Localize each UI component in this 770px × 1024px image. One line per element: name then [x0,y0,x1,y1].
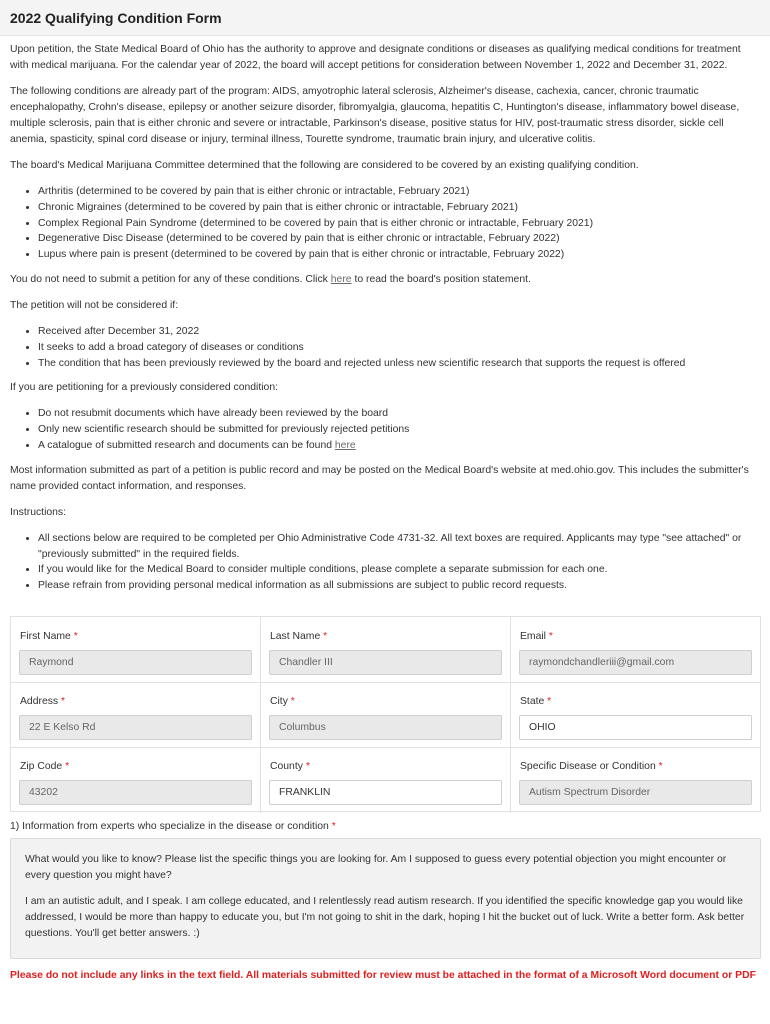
no-petition-text: You do not need to submit a petition for any of these conditions. Click [10,273,331,285]
answer-paragraph: I am an autistic adult, and I speak. I am college educated, and I relentlessly read autism research. If you identified the specific knowledge gap you would like addressed, I would be more than happy to educate you, but I'm not going to shit in the dark, hoping I hit the bucket out of luck. Write a better form. Ask better questions. You'll get better answers. :) [25,896,745,939]
email-label [520,629,553,645]
list-item: • Only new scientific research should be submitted for previously rejected petitions [38,422,759,438]
intro-paragraph-not-considered: The petition will not be considered if: [10,299,179,311]
address-label-text: Address [20,696,59,707]
city-label-text: City [270,696,288,707]
county-field[interactable]: FRANKLIN [269,780,502,805]
form-header [0,0,770,36]
list-item: • Do not resubmit documents which have already been reviewed by the board [38,406,759,422]
list-item: • Arthritis (determined to be covered by pain that is either chronic or intractable, February 2021) [38,184,759,200]
county-label [270,759,310,775]
county-cell [261,747,511,812]
list-item: • If you would like for the Medical Board to consider multiple conditions, please complete a separate submission for each one. [38,562,759,578]
required-marker: * [658,761,663,772]
city-cell [261,682,511,747]
required-marker: * [61,696,66,707]
first-name-field[interactable]: Raymond [19,650,252,675]
city-field[interactable]: Columbus [269,715,502,740]
contact-fields-grid [10,616,761,812]
last-name-field[interactable]: Chandler III [269,650,502,675]
zip-code-field[interactable]: 43202 [19,780,252,805]
list-item: • Lupus where pain is present (determined to be covered by pain that is either chronic or intractable, February 2022) [38,247,759,263]
zip-label-text: Zip Code [20,761,63,772]
required-marker: * [305,761,310,772]
intro-paragraph-no-petition [10,272,759,288]
zip-label [20,759,69,775]
intro-paragraph-committee: The board's Medical Marijuana Committee determined that the following are considered to be covered by an existing qualifying condition. [10,160,639,171]
condition-cell [511,747,761,812]
state-field[interactable]: OHIO [519,715,752,740]
previous-condition-list [38,406,759,453]
catalogue-link[interactable]: here [334,439,356,451]
condition-label [520,759,663,775]
no-petition-text-end: to read the board's position statement. [351,273,531,285]
covered-conditions-list [38,184,759,263]
email-label-text: Email [520,631,546,642]
list-item: • Chronic Migraines (determined to be covered by pain that is either chronic or intractable, February 2021) [38,200,759,216]
required-marker: * [290,696,295,707]
zip-cell [11,747,261,812]
position-statement-link[interactable]: here [330,273,352,285]
state-cell [511,682,761,747]
address-label [20,694,65,710]
not-considered-list [38,324,759,371]
list-item: • It seeks to add a broad category of diseases or conditions [38,340,759,356]
state-label [520,694,551,710]
links-warning: Please do not include any links in the text field. All materials submitted for review must be attached in the format of a Microsoft Word document or PDF [10,970,756,981]
city-label [270,694,295,710]
catalogue-text: A catalogue of submitted research and documents can be found [38,439,335,451]
intro-paragraph-public-record: Most information submitted as part of a petition is public record and may be posted on the Medical Board's website at med.ohio.gov. This includes the submitter's name provided contact information, and responses. [10,464,749,492]
county-label-text: County [270,761,303,772]
required-marker: * [65,761,70,772]
question-1-label [10,819,336,835]
list-item: • Please refrain from providing personal medical information as all submissions are subject to public record requests. [38,578,759,594]
intro-section [0,36,770,594]
required-marker: * [331,821,336,832]
last-name-cell [261,617,511,682]
question-1-label-text: 1) Information from experts who specialize in the disease or condition [10,821,329,832]
intro-paragraph-existing-conditions: The following conditions are already part of the program: AIDS, amyotrophic lateral sclerosis, Alzheimer's disease, cachexia, cancer, chronic traumatic encephalopathy, Crohn's disease, epilepsy or another seizure disorder, fibromyalgia, glaucoma, hepatitis C, Huntington's disease, inflammatory bowel disease, multiple sclerosis, pain that is either chronic and severe or intractable, Parkinson's disease, positive status for HIV, post-traumatic stress disorder, sickle cell anemia, spasticity, spinal cord disease or injury, terminal illness, Tourette syndrome, traumatic brain injury, and ulcerative colitis. [10,86,740,145]
list-item: • Received after December 31, 2022 [38,324,759,340]
first-name-label-text: First Name [20,631,71,642]
intro-paragraph-previous: If you are petitioning for a previously considered condition: [10,382,279,394]
required-marker: * [547,696,552,707]
last-name-label [270,629,327,645]
list-item: • The condition that has been previously reviewed by the board and rejected unless new scientific research that supports the request is offered [38,356,759,372]
intro-paragraph-petition: Upon petition, the State Medical Board of Ohio has the authority to approve and designate conditions or diseases as qualifying medical conditions for treatment with medical marijuana. For the calendar year of 2022, the board will accept petitions for consideration between November 1, 2022 and December 31, 2022. [10,44,741,71]
list-item: • Complex Regional Pain Syndrome (determined to be covered by pain that is either chronic or intractable, February 2021) [38,216,759,232]
first-name-label [20,629,78,645]
answer-paragraph: What would you like to know? Please list the specific things you are looking for. Am I supposed to guess every potential objection you might encounter or every question you might have? [25,854,727,881]
address-cell [11,682,261,747]
list-item [38,438,759,454]
first-name-cell [11,617,261,682]
instructions-list [38,531,759,594]
last-name-label-text: Last Name [270,631,321,642]
instructions-heading: Instructions: [10,506,67,518]
address-field[interactable]: 22 E Kelso Rd [19,715,252,740]
required-marker: * [548,631,553,642]
list-item: • Degenerative Disc Disease (determined to be covered by pain that is either chronic or intractable, February 2022) [38,231,759,247]
form-title: 2022 Qualifying Condition Form [10,10,222,26]
condition-label-text: Specific Disease or Condition [520,761,656,772]
email-field[interactable]: raymondchandleriii@gmail.com [519,650,752,675]
email-cell [511,617,761,682]
question-1-answer-textarea[interactable] [10,838,761,959]
required-marker: * [323,631,328,642]
list-item: • All sections below are required to be completed per Ohio Administrative Code 4731-32. All text boxes are required. Applicants may type "see attached" or "previously submitted" in the required fields. [38,531,759,563]
required-marker: * [73,631,78,642]
condition-field[interactable]: Autism Spectrum Disorder [519,780,752,805]
state-label-text: State [520,696,545,707]
